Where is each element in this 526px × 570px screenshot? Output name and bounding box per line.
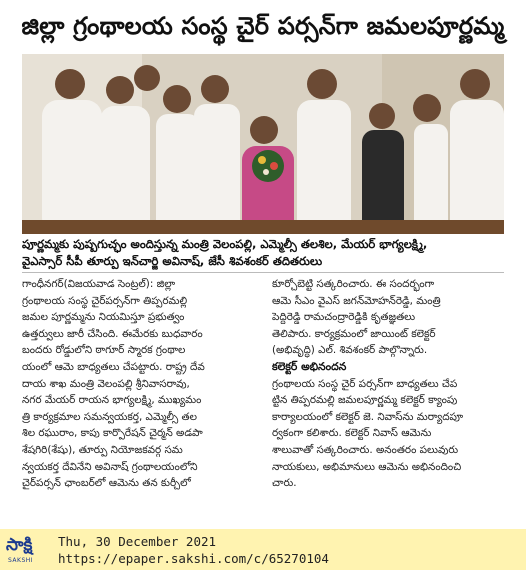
subheading: కలెక్టర్ అభినందన <box>272 359 347 373</box>
text-line: పెద్దిరెడ్డి రామచంద్రారెడ్డికి కృతజ్ఞతలు <box>272 311 416 324</box>
news-photo <box>22 54 504 234</box>
text-line: తెలిపారు. కార్యక్రమంలో జాయింట్ కలెక్టర్ <box>272 327 436 340</box>
epaper-footer <box>0 529 526 570</box>
text-line: ఉత్తర్వులు జారీ చేసింది. ఈమేరకు బుధవారం <box>22 327 203 340</box>
article-column-left <box>22 276 254 492</box>
epaper-link[interactable]: https://epaper.sakshi.com/c/65270104 <box>58 551 329 566</box>
sakshi-logo <box>6 533 50 566</box>
text-line: శిల రఘురాం, కాపు కార్పొరేషన్ చైర్మన్ అడపా <box>22 427 203 440</box>
headline: జిల్లా గ్రంథాలయ సంస్థ చైర్ పర్సన్‌గా జమలపూర్ణమ్మ <box>21 12 505 40</box>
text-line: త్రి కార్యక్రమాల సమన్వయకర్త, ఎమ్మెల్సీ తల <box>22 410 197 423</box>
text-line: శేషగిరి(శేషు), తూర్పు నియోజకవర్గ సమ <box>22 443 183 456</box>
caption-line: వైఎస్సార్ సీపీ తూర్పు ఇన్‌చార్జి అవినాష్, జేసీ శివశంకర్ తదితరులు <box>22 254 323 268</box>
text-line: దాయ శాఖ మంత్రి వెలంపల్లి శ్రీనివాసరావు, <box>22 377 190 390</box>
divider <box>22 272 504 273</box>
text-line: గ్రంథాలయ సంస్థ చైర్‌పర్సన్‌గా తిప్పరమల్లి <box>22 294 188 307</box>
text-line: చైర్‌పర్సన్ ఛాంబర్‌లో ఆమెను తన కుర్చీలో <box>22 477 191 490</box>
caption-line: పూర్ణమ్మకు పుష్పగుచ్ఛం అందిస్తున్న మంత్రి వెలంపల్లి, ఎమ్మెల్సీ తలశిల, మేయర్ భాగ్యలక్ష్మి, <box>22 237 428 251</box>
text-line: (అభివృద్ధి) ఎల్. శివశంకర్ పాల్గొన్నారు. <box>272 344 428 357</box>
logo-wordmark: సాక్షి <box>6 535 33 555</box>
text-line: ఆమె సీఎం వైఎస్ జగన్‌మోహన్‌రెడ్డి, మంత్రి <box>272 294 441 307</box>
text-line: బందరు రోడ్డులోని ఠాగూర్ స్మారక గ్రంథాల <box>22 344 186 357</box>
photo-caption <box>22 236 504 270</box>
text-line: కూర్చోబెట్టి సత్కరించారు. ఈ సందర్భంగా <box>272 278 435 290</box>
group-photo-illustration <box>22 54 504 234</box>
text-line: చారు. <box>272 477 297 490</box>
text-line: కార్యాలయంలో కలెక్టర్ జె. నివాస్‌ను మర్యాదపూ <box>272 410 464 423</box>
text-line: న్వయకర్త దేవినేని అవినాష్ గ్రంథాలయంలోని <box>22 460 198 473</box>
text-line: జమల పూర్ణమ్మను నియమిస్తూ ప్రభుత్వం <box>22 311 185 324</box>
text-line: యంలో ఆమె బాధ్యతలు చేపట్టారు. రాష్ట్ర దేవ <box>22 360 205 373</box>
logo-subtext: SAKSHI <box>8 557 34 564</box>
text-line: గాంధీనగర్(విజయవాడ సెంట్రల్): జిల్లా <box>22 278 176 290</box>
text-line: ట్టిన తిప్పరమల్లి జమలపూర్ణమ్మ కలెక్టర్ క్యాంపు <box>272 394 458 407</box>
text-line: ర్వకంగా కలిశారు. కలెక్టర్ నివాస్ ఆమెను <box>272 427 432 440</box>
article-column-right <box>272 276 504 492</box>
edition-date: Thu, 30 December 2021 <box>58 534 217 549</box>
text-line: నాయకులు, అభిమానులు ఆమెను అభినందించి <box>272 460 462 473</box>
text-line: నగర మేయర్ రాయన భాగ్యలక్ష్మి, ముఖ్యమం <box>22 394 202 407</box>
text-line: గ్రంథాలయ సంస్థ చైర్ పర్సన్‌గా బాధ్యతలు చేప <box>272 377 458 390</box>
text-line: శాలువాతో సత్కరించారు. అనంతరం పలువురు <box>272 443 459 456</box>
